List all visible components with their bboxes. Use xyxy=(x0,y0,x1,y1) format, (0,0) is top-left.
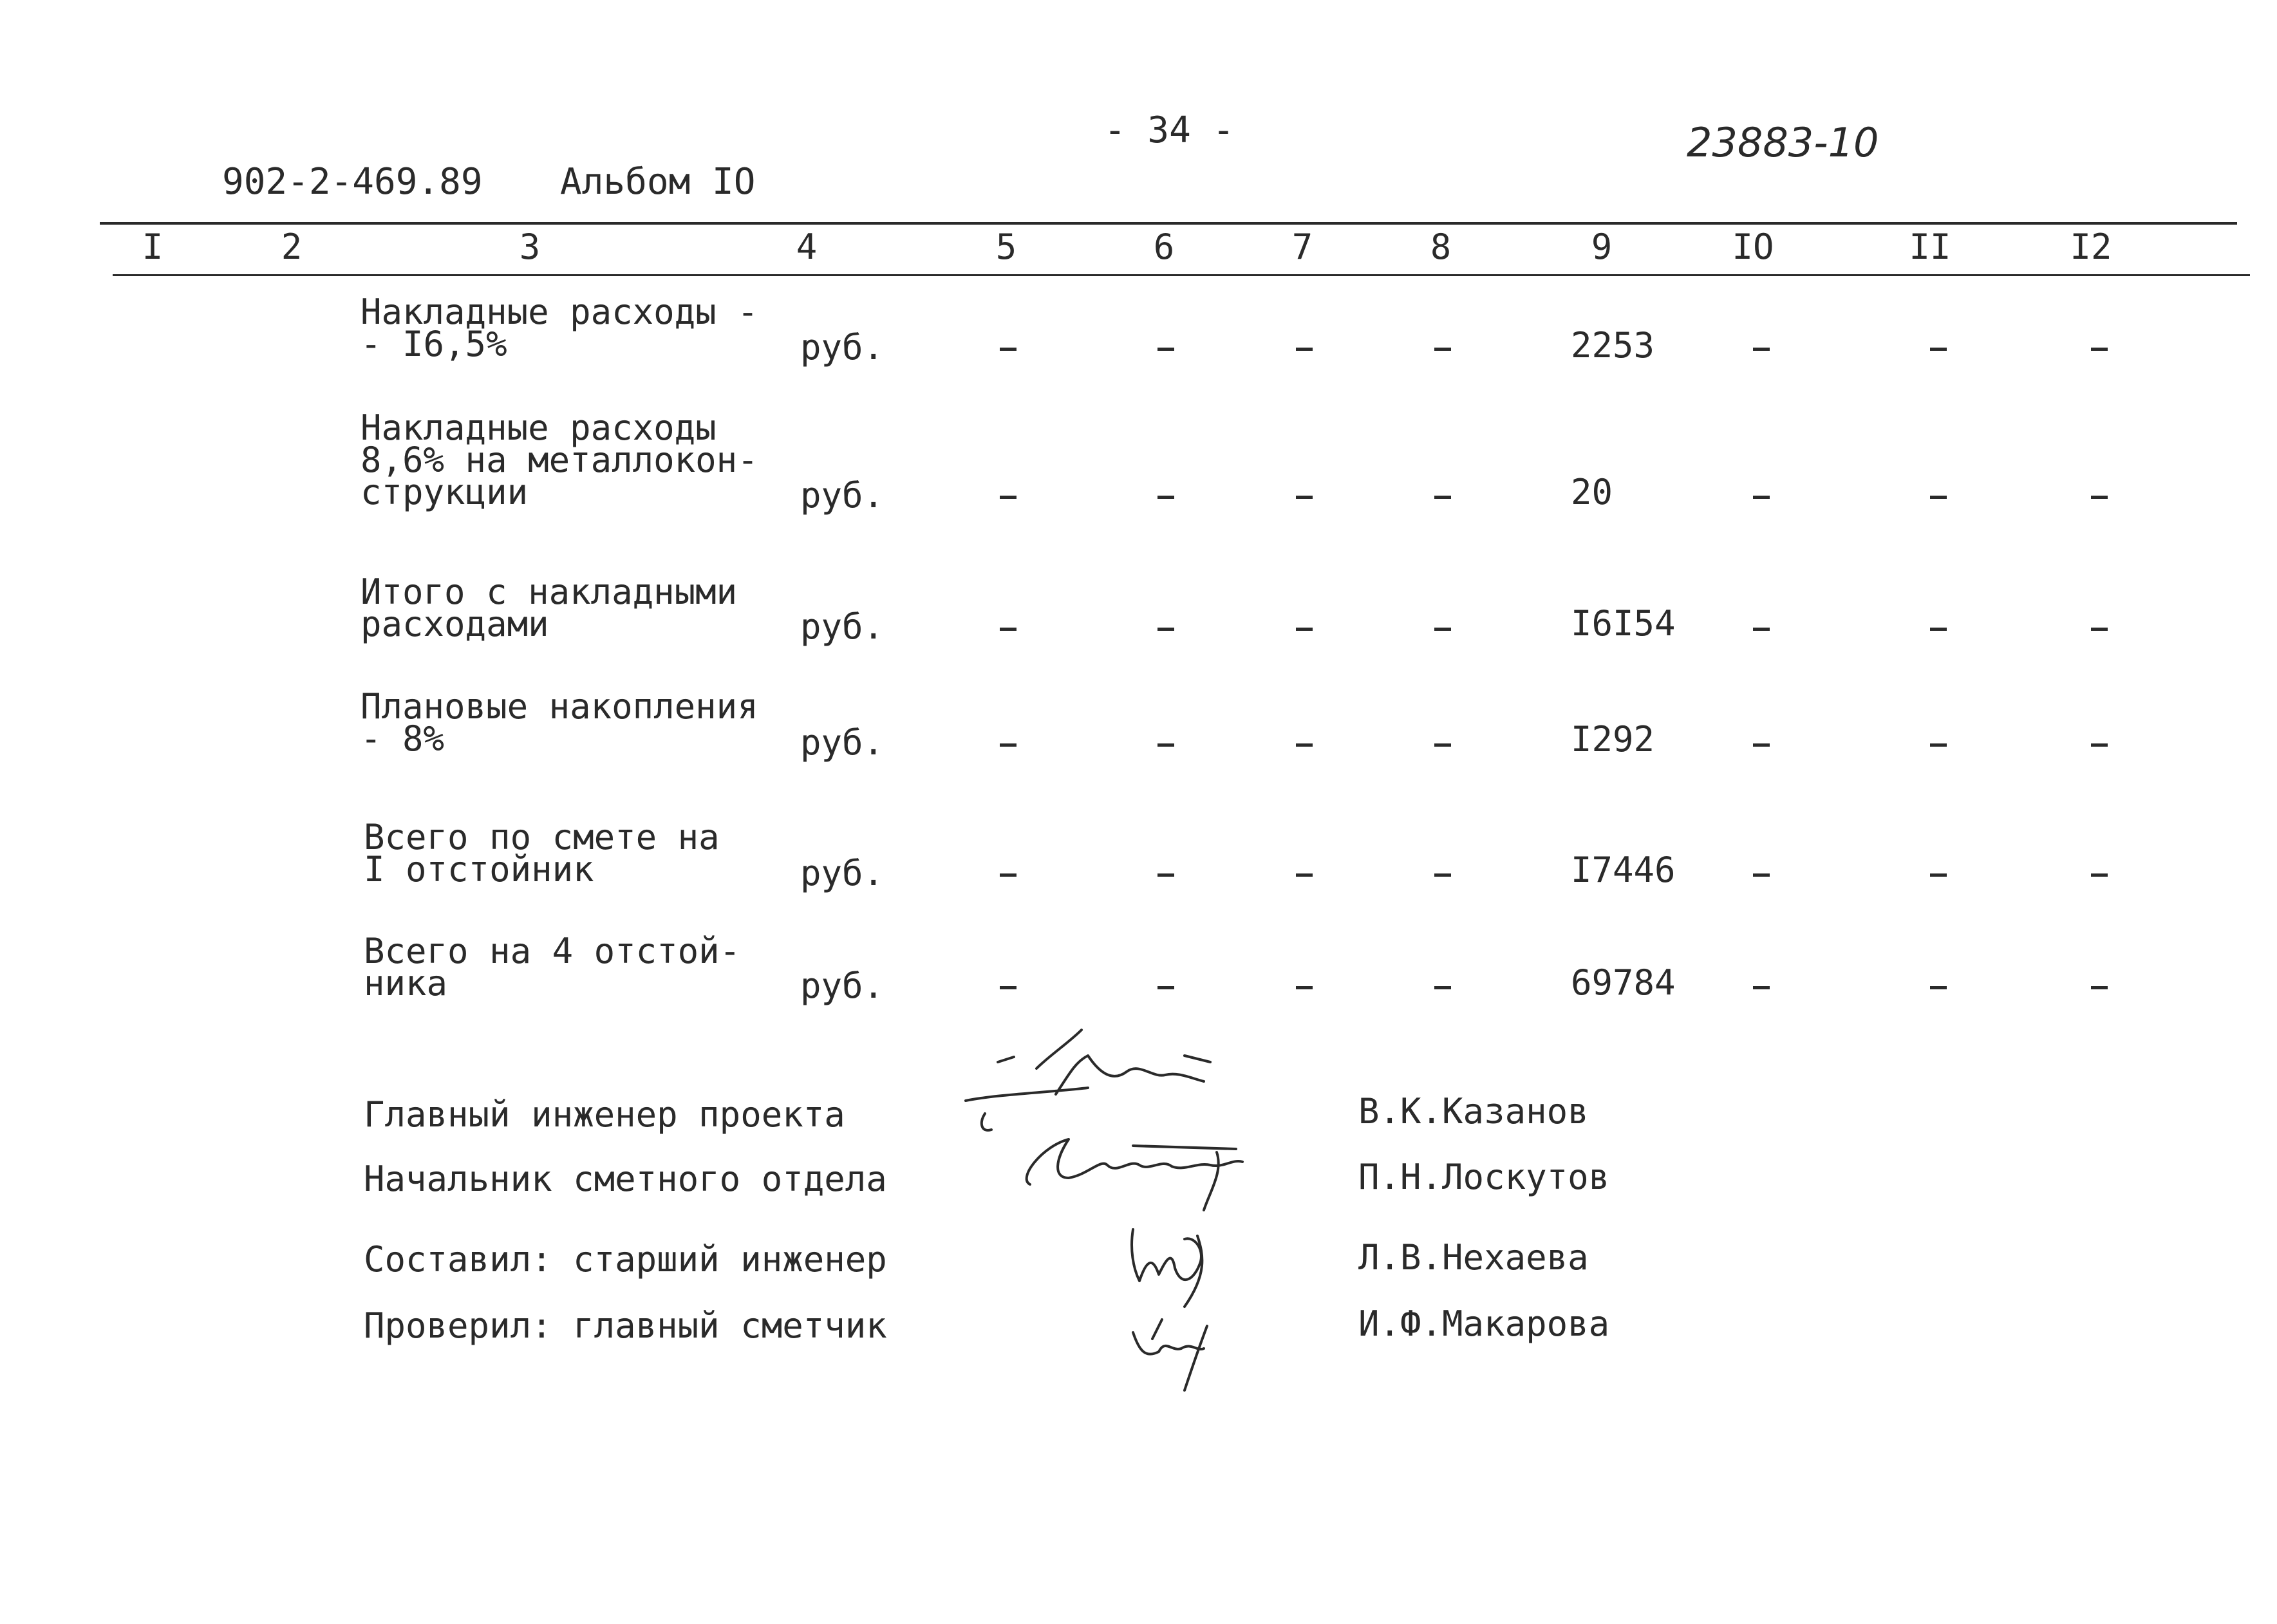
row-value: 2253 xyxy=(1571,325,1655,366)
empty-cell-dash xyxy=(1930,496,1947,499)
inventory-number: 23883-10 xyxy=(1687,119,1879,166)
signature-name: В.К.Казанов xyxy=(1358,1091,1589,1132)
empty-cell-dash xyxy=(1000,348,1017,351)
row-value: 69784 xyxy=(1571,962,1676,1003)
column-header: I xyxy=(142,227,164,267)
row-description: Всего по смете на I отстойник xyxy=(364,817,720,890)
empty-cell-dash xyxy=(1157,986,1174,989)
empty-cell-dash xyxy=(1296,986,1313,989)
row-value: 20 xyxy=(1571,472,1613,512)
empty-cell-dash xyxy=(1434,743,1451,747)
signature-name: Л.В.Нехаева xyxy=(1358,1237,1589,1278)
row-unit: руб. xyxy=(800,966,885,1006)
signature-role: Составил: старший инженер xyxy=(364,1239,887,1280)
empty-cell-dash xyxy=(1000,496,1017,499)
empty-cell-dash xyxy=(1157,743,1174,747)
signature-mark xyxy=(966,1030,1210,1130)
empty-cell-dash xyxy=(1930,986,1947,989)
column-header: 5 xyxy=(995,227,1017,267)
row-unit: руб. xyxy=(800,606,885,647)
empty-cell-dash xyxy=(1000,986,1017,989)
empty-cell-dash xyxy=(1296,628,1313,631)
column-header: 3 xyxy=(519,227,541,267)
empty-cell-dash xyxy=(1434,873,1451,877)
empty-cell-dash xyxy=(1434,348,1451,351)
empty-cell-dash xyxy=(1930,873,1947,877)
signature-mark xyxy=(1133,1320,1207,1390)
signature-mark xyxy=(1027,1139,1242,1210)
column-header: 9 xyxy=(1591,227,1613,267)
row-unit: руб. xyxy=(800,475,885,516)
signature-name: П.Н.Лоскутов xyxy=(1358,1157,1610,1197)
empty-cell-dash xyxy=(2091,348,2108,351)
empty-cell-dash xyxy=(1000,873,1017,877)
column-header: IO xyxy=(1732,227,1774,267)
empty-cell-dash xyxy=(1930,628,1947,631)
empty-cell-dash xyxy=(1157,348,1174,351)
empty-cell-dash xyxy=(2091,628,2108,631)
row-description: Всего на 4 отстой- ника xyxy=(364,931,741,1003)
empty-cell-dash xyxy=(1157,628,1174,631)
empty-cell-dash xyxy=(1296,873,1313,877)
empty-cell-dash xyxy=(1753,873,1770,877)
empty-cell-dash xyxy=(1930,743,1947,747)
signature-role: Начальник сметного отдела xyxy=(364,1159,887,1199)
empty-cell-dash xyxy=(1753,743,1770,747)
empty-cell-dash xyxy=(1753,348,1770,351)
album-label: Альбом IO xyxy=(560,161,756,203)
row-value: I292 xyxy=(1571,719,1655,760)
row-value: I6I54 xyxy=(1571,603,1676,644)
empty-cell-dash xyxy=(2091,496,2108,499)
empty-cell-dash xyxy=(1296,348,1313,351)
page-number: - 34 - xyxy=(1104,109,1235,151)
column-header: 7 xyxy=(1291,227,1313,267)
row-description: Накладные расходы - - I6,5% xyxy=(361,292,758,364)
signature-mark xyxy=(998,1057,1014,1062)
column-header: 6 xyxy=(1153,227,1175,267)
row-description: Итого с накладными расходами xyxy=(361,572,738,644)
column-header: 4 xyxy=(796,227,818,267)
signature-mark xyxy=(1132,1229,1202,1307)
empty-cell-dash xyxy=(1000,743,1017,747)
top-rule xyxy=(100,222,2237,225)
column-header: 8 xyxy=(1430,227,1452,267)
row-description: Плановые накопления - 8% xyxy=(361,686,758,759)
row-unit: руб. xyxy=(800,722,885,763)
empty-cell-dash xyxy=(2091,743,2108,747)
empty-cell-dash xyxy=(1753,986,1770,989)
empty-cell-dash xyxy=(1434,628,1451,631)
empty-cell-dash xyxy=(1296,496,1313,499)
handwritten-signatures xyxy=(940,1017,1313,1416)
signature-role: Проверил: главный сметчик xyxy=(364,1305,887,1346)
empty-cell-dash xyxy=(1753,496,1770,499)
empty-cell-dash xyxy=(1753,628,1770,631)
row-unit: руб. xyxy=(800,327,885,368)
column-header: II xyxy=(1909,227,1951,267)
column-header: I2 xyxy=(2070,227,2112,267)
empty-cell-dash xyxy=(1434,496,1451,499)
empty-cell-dash xyxy=(1434,986,1451,989)
empty-cell-dash xyxy=(2091,986,2108,989)
signature-name: И.Ф.Макарова xyxy=(1358,1303,1610,1344)
header-bottom-rule xyxy=(113,274,2250,276)
row-unit: руб. xyxy=(800,853,885,893)
empty-cell-dash xyxy=(2091,873,2108,877)
row-value: I7446 xyxy=(1571,850,1676,890)
empty-cell-dash xyxy=(1930,348,1947,351)
signature-role: Главный инженер проекта xyxy=(364,1094,845,1135)
column-header: 2 xyxy=(281,227,303,267)
empty-cell-dash xyxy=(1157,496,1174,499)
doc-code: 902-2-469.89 xyxy=(222,161,483,203)
row-description: Накладные расходы 8,6% на металлокон- струкции xyxy=(361,407,758,512)
empty-cell-dash xyxy=(1157,873,1174,877)
empty-cell-dash xyxy=(1000,628,1017,631)
empty-cell-dash xyxy=(1296,743,1313,747)
